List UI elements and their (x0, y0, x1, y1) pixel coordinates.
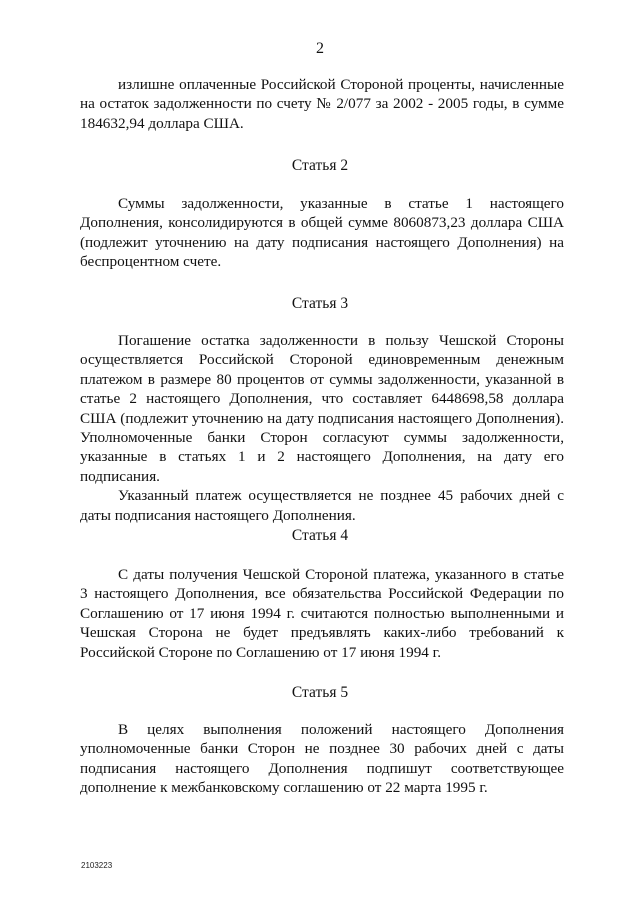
document-code: 2103223 (81, 861, 113, 870)
article-5-heading: Статья 5 (291, 684, 349, 701)
article-4-body (80, 565, 564, 662)
article-3-paragraph-2: Указанный платеж осуществляется не позднее 45 рабочих дней с даты подписания настоящего Дополнения. (80, 487, 564, 524)
article-3-heading: Статья 3 (291, 295, 349, 312)
continuation-paragraph: излишне оплаченные Российской Стороной проценты, начисленные на остаток задолженности по счету № 2/077 за 2002 - 2005 годы, в сумме 184632,94 доллара США. (80, 76, 564, 132)
article-5-paragraph-1: В целях выполнения положений настоящего Дополнения уполномоченные банки Сторон не позднее 30 рабочих дней с даты подписания настоящего Дополнения подпишут соответствующее дополнение к межбанковскому соглашению от 22 марта 1995 г. (80, 721, 564, 797)
article-2-heading: Статья 2 (291, 157, 349, 174)
article-2-body (80, 194, 564, 272)
page-number: 2 (316, 40, 324, 57)
article-4-paragraph-1: С даты получения Чешской Стороной платежа, указанного в статье 3 настоящего Дополнения, все обязательства Российской Федерации по Соглашению от 17 июня 1994 г. считаются полностью выполненными и Чешская Сторона не будет предъявлять каких-либо требований к Российской Стороне по Соглашению от 17 июня 1994 г. (80, 566, 564, 661)
article-3-body (80, 331, 564, 525)
article-2-paragraph-1: Суммы задолженности, указанные в статье 1 настоящего Дополнения, консолидируются в общей сумме 8060873,23 доллара США (подлежит уточнению на дату подписания настоящего Дополнения) на беспроцентном счете. (80, 195, 564, 271)
article-5-body (80, 720, 564, 798)
continuation-block (80, 75, 564, 133)
article-3-paragraph-1: Погашение остатка задолженности в пользу Чешской Стороны осуществляется Российской Стороной единовременным денежным платежом в размере 80 процентов от суммы задолженности, указанной в статье 2 настоящего Дополнения, что составляет 6448698,58 доллара США (подлежит уточнению на дату подписания настоящего Дополнения). Уполномоченные банки Сторон согласуют суммы задолженности, указанные в статьях 1 и 2 настоящего Дополнения, на дату его подписания. (80, 332, 564, 485)
article-4-heading: Статья 4 (291, 527, 349, 544)
